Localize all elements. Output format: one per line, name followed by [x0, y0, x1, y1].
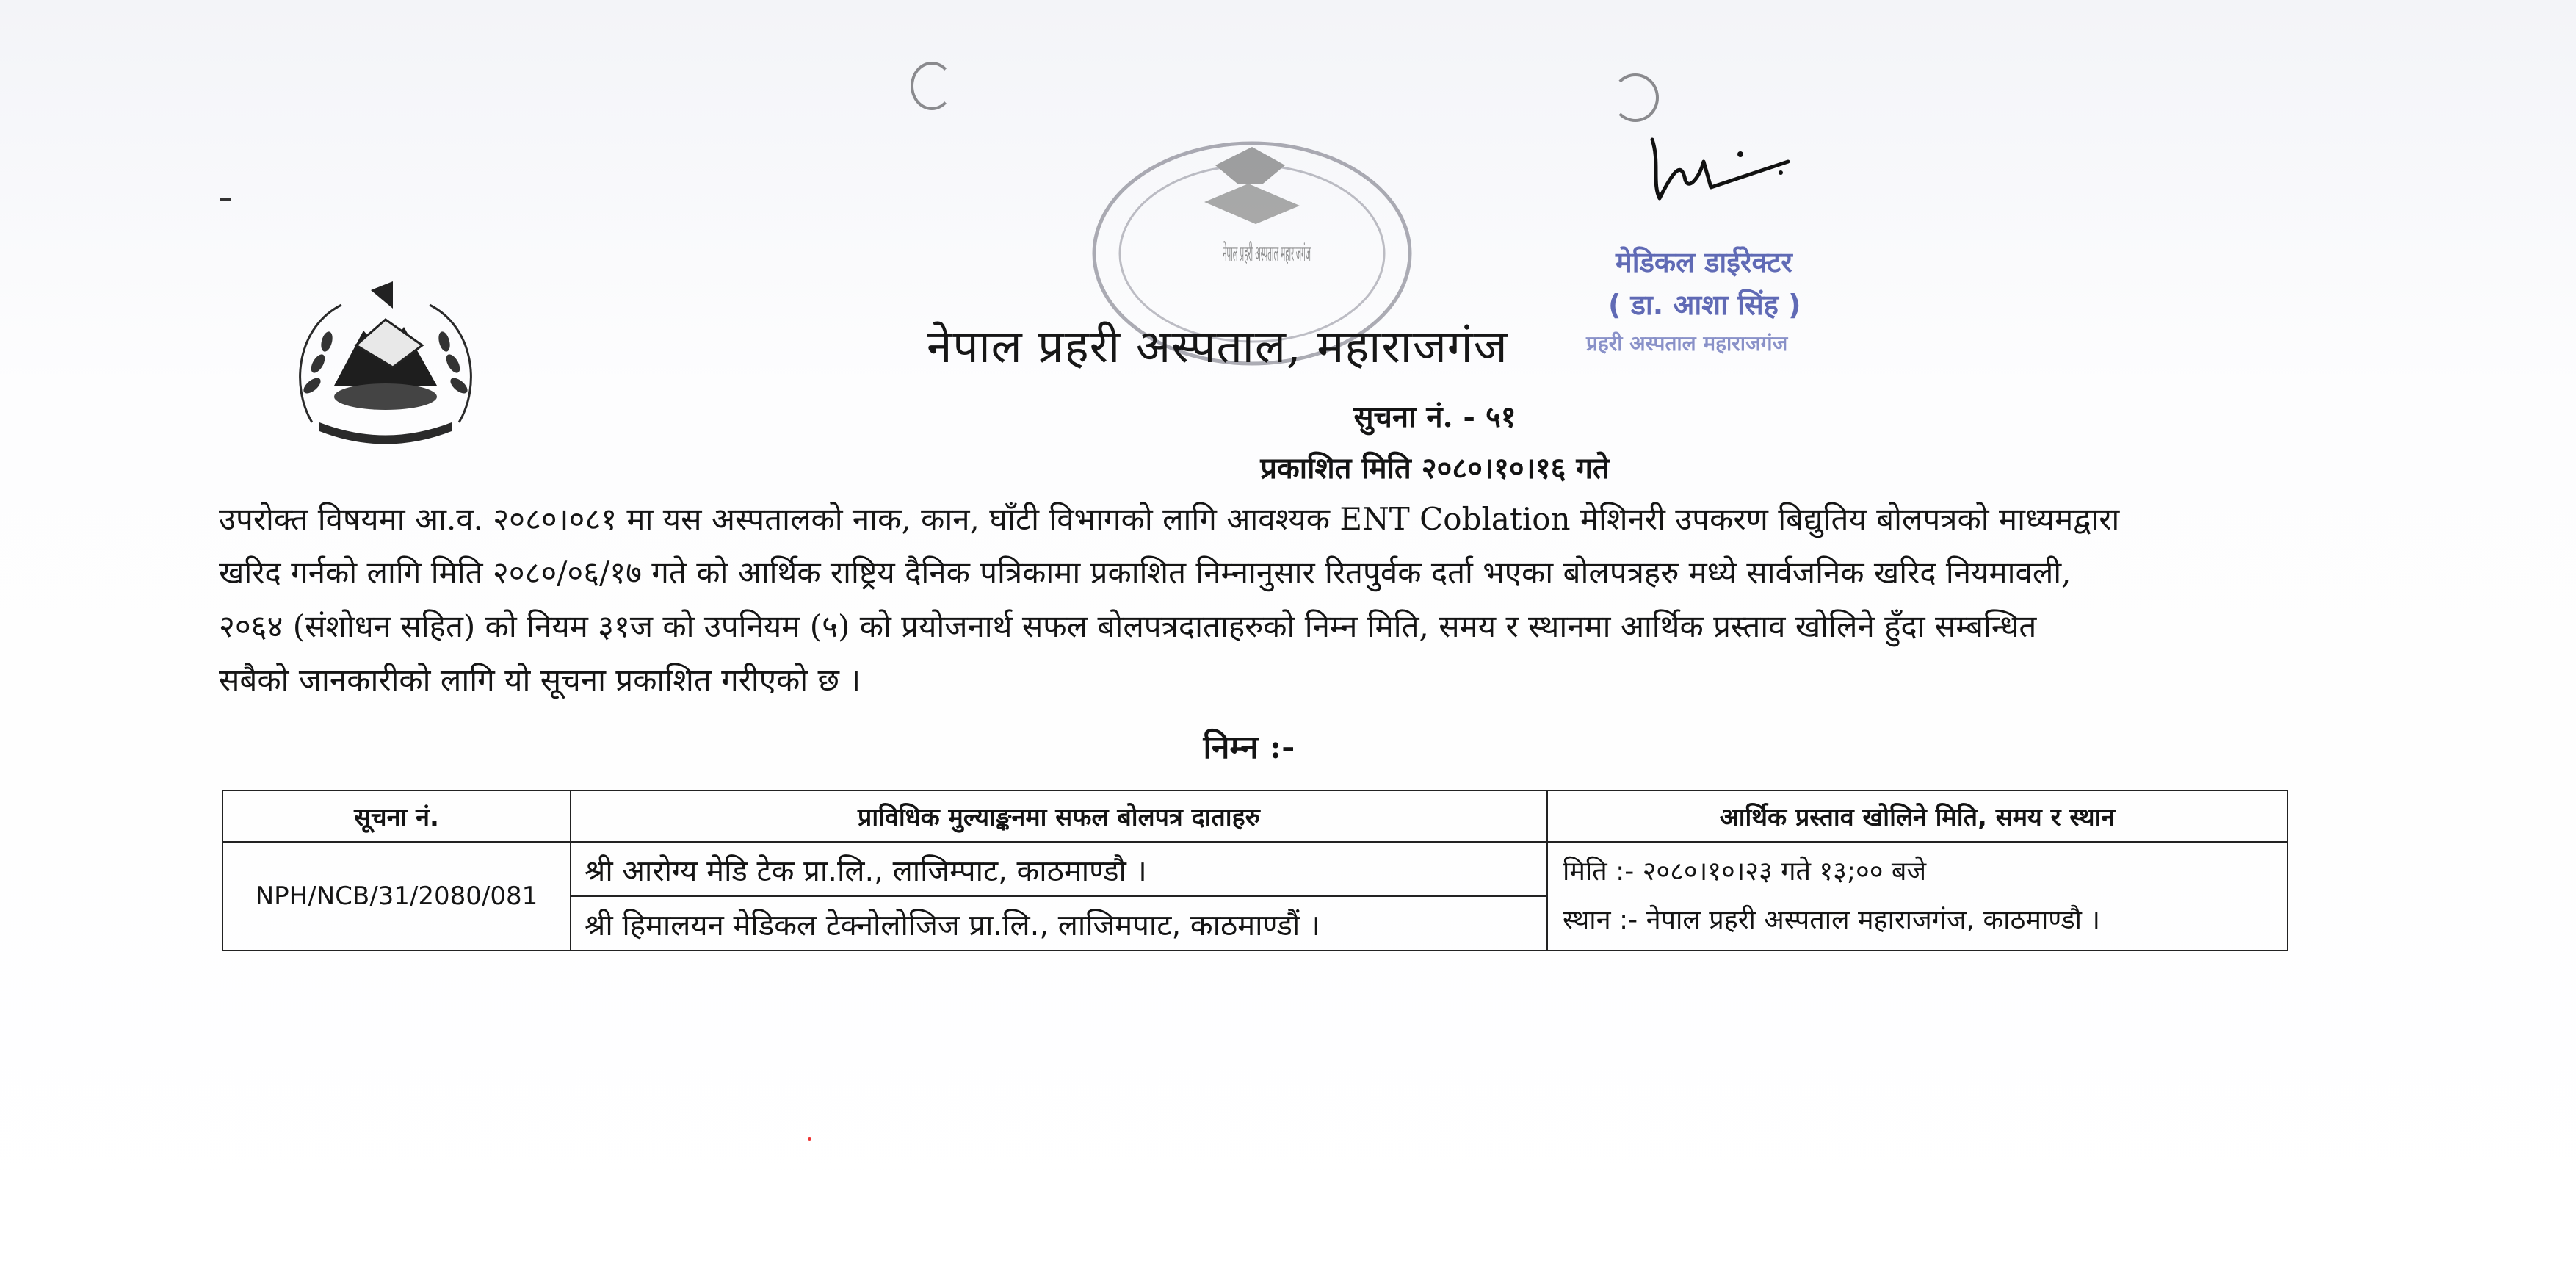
- director-stamp: [1586, 242, 1968, 367]
- body-line: उपरोक्त विषयमा आ.व. २०८०।०८१ मा यस अस्पतालको नाक, कान, घाँटी विभागको लागि आवश्यक ENT Coblation मेशिनरी उपकरण बिद्युतिय बोलपत्रको माध्यमद्वारा: [219, 501, 2120, 537]
- table-row: [222, 842, 2287, 896]
- bidder-cell: श्री आरोग्य मेडि टेक प्रा.लि., लाजिम्पाट, काठमाण्डौ ।: [571, 842, 1547, 896]
- director-org: प्रहरी अस्पताल महाराजगंज: [1586, 331, 1788, 356]
- notice-number: सुचना नं. - ५१: [1353, 400, 1516, 434]
- published-date: प्रकाशित मिति २०८०।१०।१६ गते: [1260, 451, 1610, 486]
- column-header-bidders: प्राविधिक मुल्याङ्कनमा सफल बोलपत्र दाताहरु: [571, 790, 1547, 842]
- table-header-row: [222, 790, 2287, 842]
- bidder-cell: श्री हिमालयन मेडिकल टेक्नोलोजिज प्रा.लि., लाजिमपाट, काठमाण्डौं ।: [571, 896, 1547, 951]
- list-heading: निम्न :-: [1203, 729, 1295, 766]
- hospital-name-heading: नेपाल प्रहरी अस्पताल, महाराजगंज: [927, 320, 1508, 373]
- column-header-notice-no: सूचना नं.: [222, 790, 571, 842]
- notice-body: [219, 492, 2291, 707]
- punch-hole-left: [911, 62, 953, 110]
- column-header-opening: आर्थिक प्रस्ताव खोलिने मिति, समय र स्थान: [1547, 790, 2287, 842]
- seal-text: नेपाल प्रहरी अस्पताल महाराजगंज: [1223, 241, 1311, 267]
- opening-place: स्थान :- नेपाल प्रहरी अस्पताल महाराजगंज, काठमाण्डौ ।: [1563, 905, 2101, 935]
- opening-details-cell: [1547, 842, 2287, 951]
- stray-ink-dot: [808, 1137, 811, 1141]
- handwritten-signature: [1630, 118, 1799, 220]
- notice-id-cell: NPH/NCB/31/2080/081: [222, 842, 571, 951]
- stray-mark: [220, 198, 231, 201]
- body-line: खरिद गर्नको लागि मिति २०८०/०६/१७ गते को आर्थिक राष्ट्रिय दैनिक पत्रिकामा प्रकाशित निम्नानुसार रितपुर्वक दर्ता भएका बोलपत्रहरु मध्ये सार्वजनिक खरिद नियमावली,: [219, 555, 2072, 591]
- bid-results-table: [222, 790, 2288, 951]
- body-line: सबैको जानकारीको लागि यो सूचना प्रकाशित गरीएको छ ।: [219, 662, 861, 698]
- director-title: मेडिकल डाईरेक्टर: [1616, 246, 1792, 278]
- punch-hole-right: [1612, 73, 1659, 122]
- opening-date: मिति :- २०८०।१०।२३ गते १३;०० बजे: [1563, 857, 1927, 887]
- body-line: २०६४ (संशोधन सहित) को नियम ३१ज को उपनियम (५) को प्रयोजनार्थ सफल बोलपत्रदाताहरुको निम्न मिति, समय र स्थानमा आर्थिक प्रस्ताव खोलिने हुँदा सम्बन्धित: [219, 608, 2037, 644]
- director-name: ( डा. आशा सिंह ): [1608, 289, 1801, 321]
